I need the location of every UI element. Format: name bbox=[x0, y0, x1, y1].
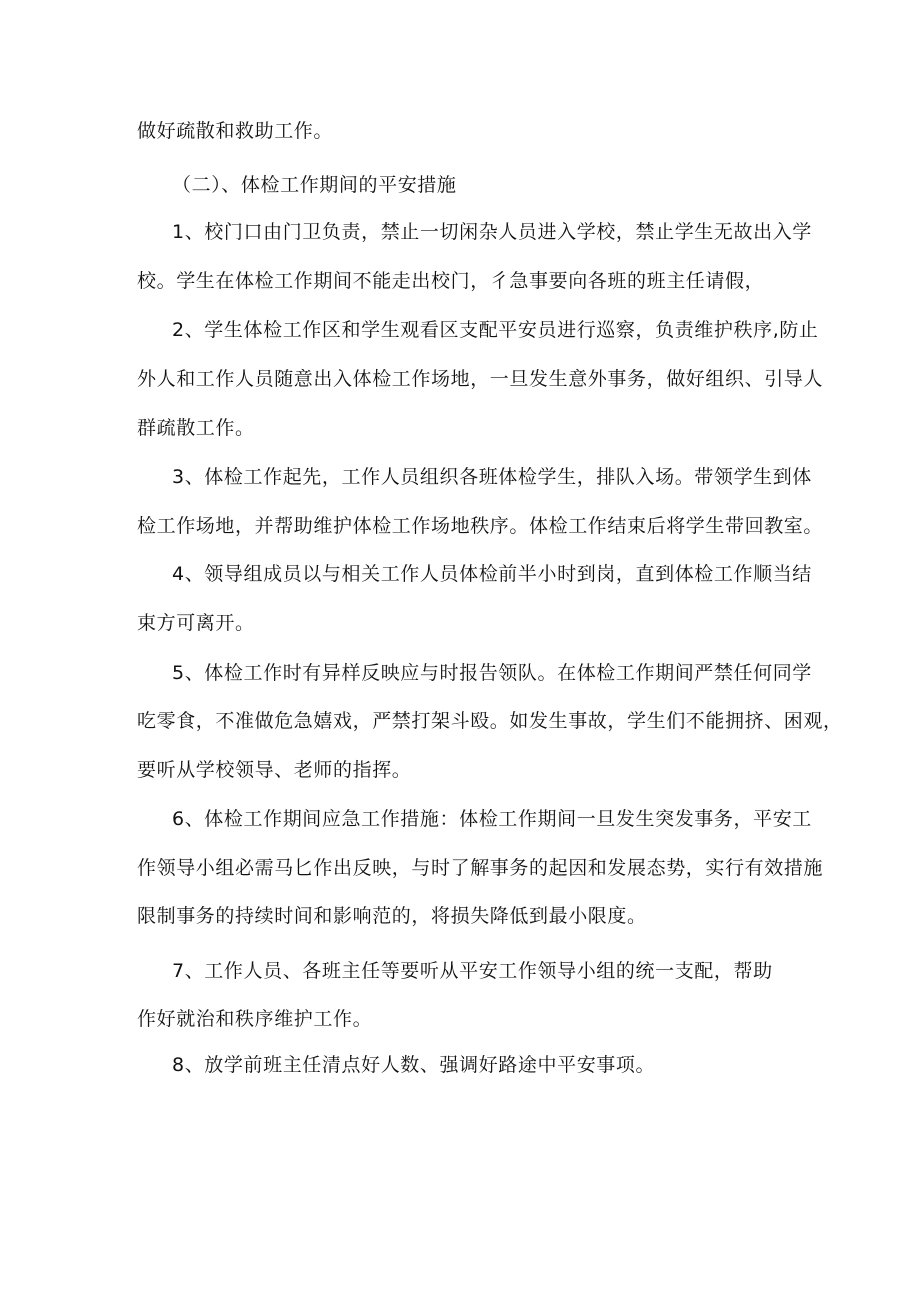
text-line: 7、工作人员、各班主任等要听从平安工作领导小组的统一支配，帮助 bbox=[172, 960, 773, 982]
text-line: 外人和工作人员随意出入体检工作场地，一旦发生意外事务，做好组织、引导人 bbox=[137, 368, 824, 390]
text-line: 要听从学校领导、老师的指挥。 bbox=[137, 759, 412, 781]
text-line: 吃零食，不准做危急嬉戏，严禁打架斗殴。如发生事故，学生们不能拥挤、困观， bbox=[137, 710, 843, 732]
text-line: 群疏散工作。 bbox=[137, 417, 255, 439]
text-line: 6、体检工作期间应急工作措施：体检工作期间一旦发生突发事务，平安工 bbox=[172, 808, 812, 830]
text-line: 检工作场地，并帮助维护体检工作场地秩序。体检工作结束后将学生带回教室。 bbox=[137, 515, 824, 537]
text-line: 3、体检工作起先，工作人员组织各班体检学生，排队入场。带领学生到体 bbox=[172, 466, 812, 488]
text-line: 8、放学前班主任清点好人数、强调好路途中平安事项。 bbox=[172, 1054, 656, 1076]
text-line: 作领导小组必需马匕作出反映，与时了解事务的起因和发展态势，实行有效措施 bbox=[137, 857, 824, 879]
text-line: 1、校门口由门卫负责，禁止一切闲杂人员进入学校，禁止学生无故出入学 bbox=[172, 221, 812, 243]
text-line: 作好就治和秩序维护工作。 bbox=[137, 1008, 373, 1030]
text-line: 5、体检工作时有异样反映应与时报告领队。在体检工作期间严禁任何同学 bbox=[172, 662, 812, 684]
text-line: 校。学生在体检工作期间不能走出校门，彳急事要向各班的班主任请假， bbox=[137, 270, 765, 292]
section-heading: （二）、体检工作期间的平安措施 bbox=[172, 174, 457, 196]
text-line: 4、领导组成员以与相关工作人员体检前半小时到岗，直到体检工作顺当结 bbox=[172, 563, 812, 585]
text-line: 做好疏散和救助工作。 bbox=[137, 120, 334, 142]
text-line: 2、学生体检工作区和学生观看区支配平安员进行巡察，负责维护秩序,防止 bbox=[172, 319, 819, 341]
text-line: 限制事务的持续时间和影响范的，将损失降低到最小限度。 bbox=[137, 905, 647, 927]
text-line: 束方可离开。 bbox=[137, 612, 255, 634]
